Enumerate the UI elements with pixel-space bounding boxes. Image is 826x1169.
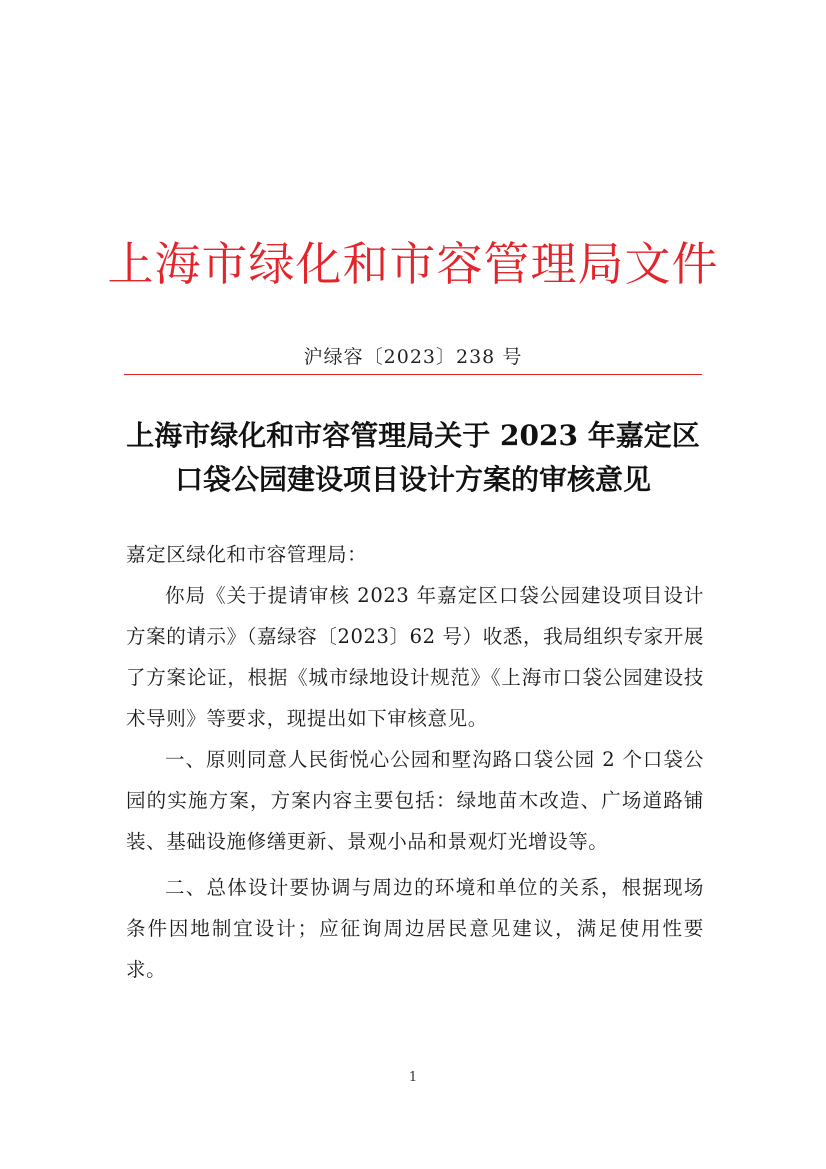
body-paragraph-item-2: 二、总体设计要协调与周边的环境和单位的关系，根据现场条件因地制宜设计；应征询周边居民意见建议，满足使用性要求。	[126, 876, 704, 981]
issuing-authority-header: 上海市绿化和市容管理局文件	[107, 237, 719, 291]
page-number: 1	[408, 1070, 418, 1085]
body-paragraph-item-1: 一、原则同意人民街悦心公园和墅沟路口袋公园 2 个口袋公园的实施方案，方案内容主要包括：绿地苗木改造、广场道路铺装、基础设施修缮更新、景观小品和景观灯光增设等。	[126, 748, 704, 853]
document-title-line-1: 上海市绿化和市容管理局关于 2023 年嘉定区	[126, 419, 700, 452]
document-number: 沪绿容〔2023〕238 号	[303, 346, 523, 368]
addressee: 嘉定区绿化和市容管理局：	[126, 543, 368, 566]
red-divider-line	[124, 374, 702, 375]
document-title	[100, 414, 726, 502]
document-title-line-2: 口袋公园建设项目设计方案的审核意见	[174, 463, 651, 496]
document-body	[126, 534, 704, 990]
body-paragraph-intro: 你局《关于提请审核 2023 年嘉定区口袋公园建设项目设计方案的请示》（嘉绿容〔2023〕62 号）收悉，我局组织专家开展了方案论证，根据《城市绿地设计规范》《上海市口袋公园建设技术导则》等要求，现提出如下审核意见。	[126, 584, 704, 730]
